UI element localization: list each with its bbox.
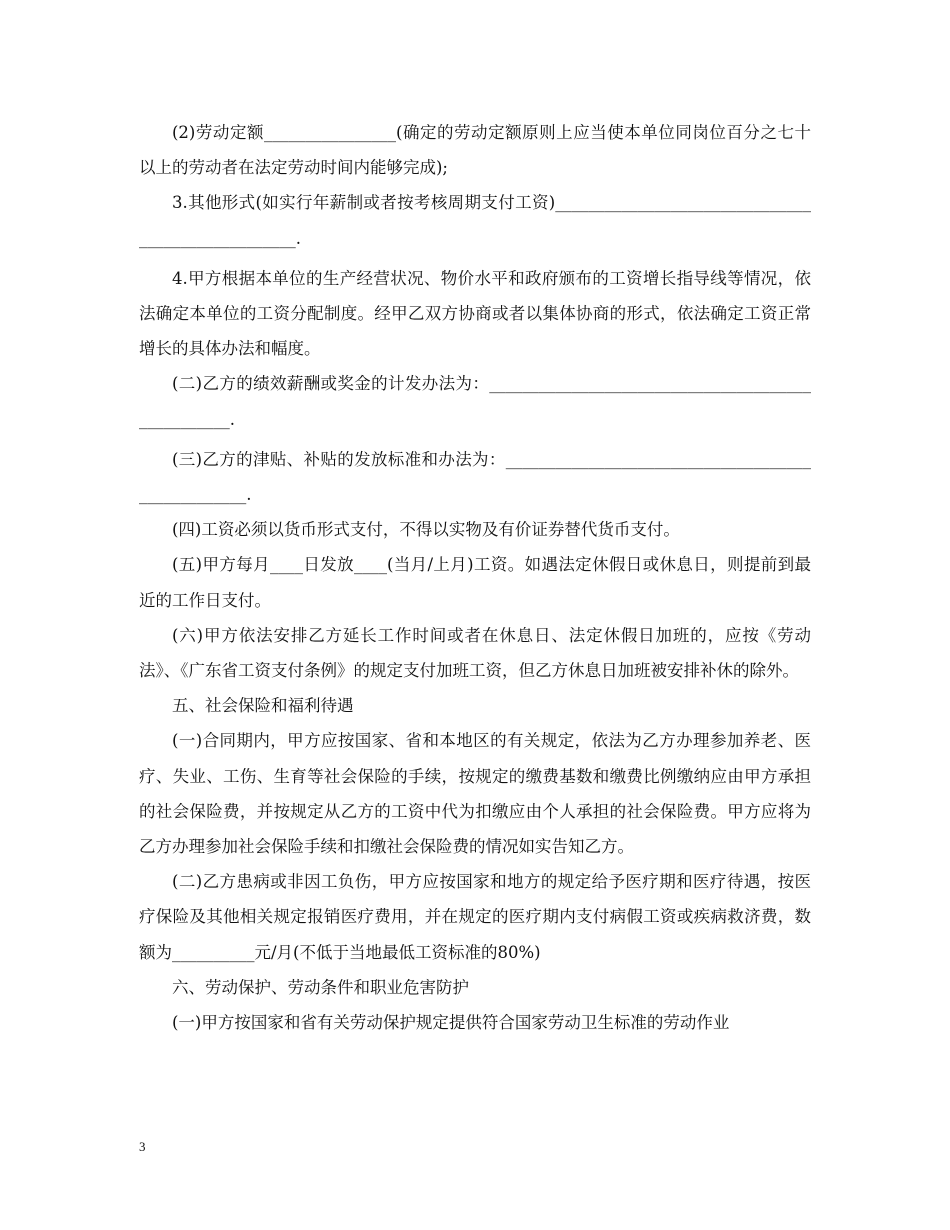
paragraph-labor-quota: (2)劳动定额________________(确定的劳动定额原则上应当使本单位同岗位百分之七十以上的劳动者在法定劳动时间内能够完成);: [139, 123, 811, 178]
paragraph-other-forms: 3.其他形式(如实行年薪制或者按考核周期支付工资)__________________________________________________.: [139, 193, 811, 248]
paragraph-allowances: (三)乙方的津贴、补贴的发放标准和办法为：__________________________________________________.: [139, 449, 811, 505]
section-heading-labor-protection: 六、劳动保护、劳动条件和职业危害防护: [172, 977, 469, 997]
paragraph-labor-protection: (一)甲方按国家和省有关劳动保护规定提供符合国家劳动卫生标准的劳动作业: [172, 1013, 730, 1033]
paragraph-social-insurance: (一)合同期内，甲方应按国家、省和本地区的有关规定，依法为乙方办理参加养老、医疗、失业、工伤、生育等社会保险的手续，按规定的缴费基数和缴费比例缴纳应由甲方承担的社会保险费，并按规定从乙方的工资中代为扣缴应由个人承担的社会保险费。甲方应将为乙方办理参加社会保险手续和扣缴社会保险费的情况如实告知乙方。: [139, 731, 811, 857]
paragraph-performance-pay: (二)乙方的绩效薪酬或奖金的计发办法为：__________________________________________________.: [139, 374, 811, 429]
document-body: [139, 115, 811, 1040]
paragraph-sick-leave: (二)乙方患病或非因工负伤，甲方应按国家和地方的规定给予医疗期和医疗待遇，按医疗保险及其他相关规定报销医疗费用，并在规定的医疗期内支付病假工资或疾病救济费，数额为__________元/月(不低于当地最低工资标准的80%): [139, 872, 811, 962]
page-number: 3: [139, 1139, 146, 1154]
section-heading-social-insurance: 五、社会保险和福利待遇: [172, 696, 354, 716]
paragraph-overtime-pay: (六)甲方依法安排乙方延长工作时间或者在休息日、法定休假日加班的，应按《劳动法》、《广东省工资支付条例》的规定支付加班工资，但乙方休息日加班被安排补休的除外。: [139, 625, 811, 681]
paragraph-pay-date: (五)甲方每月____日发放____(当月/上月)工资。如遇法定休假日或休息日，则提前到最近的工作日支付。: [139, 555, 811, 610]
paragraph-currency-payment: (四)工资必须以货币形式支付，不得以实物及有价证券替代货币支付。: [172, 520, 680, 540]
paragraph-wage-system: 4.甲方根据本单位的生产经营状况、物价水平和政府颁布的工资增长指导线等情况，依法确定本单位的工资分配制度。经甲乙双方协商或者以集体协商的形式，依法确定工资正常增长的具体办法和幅度。: [139, 268, 811, 359]
